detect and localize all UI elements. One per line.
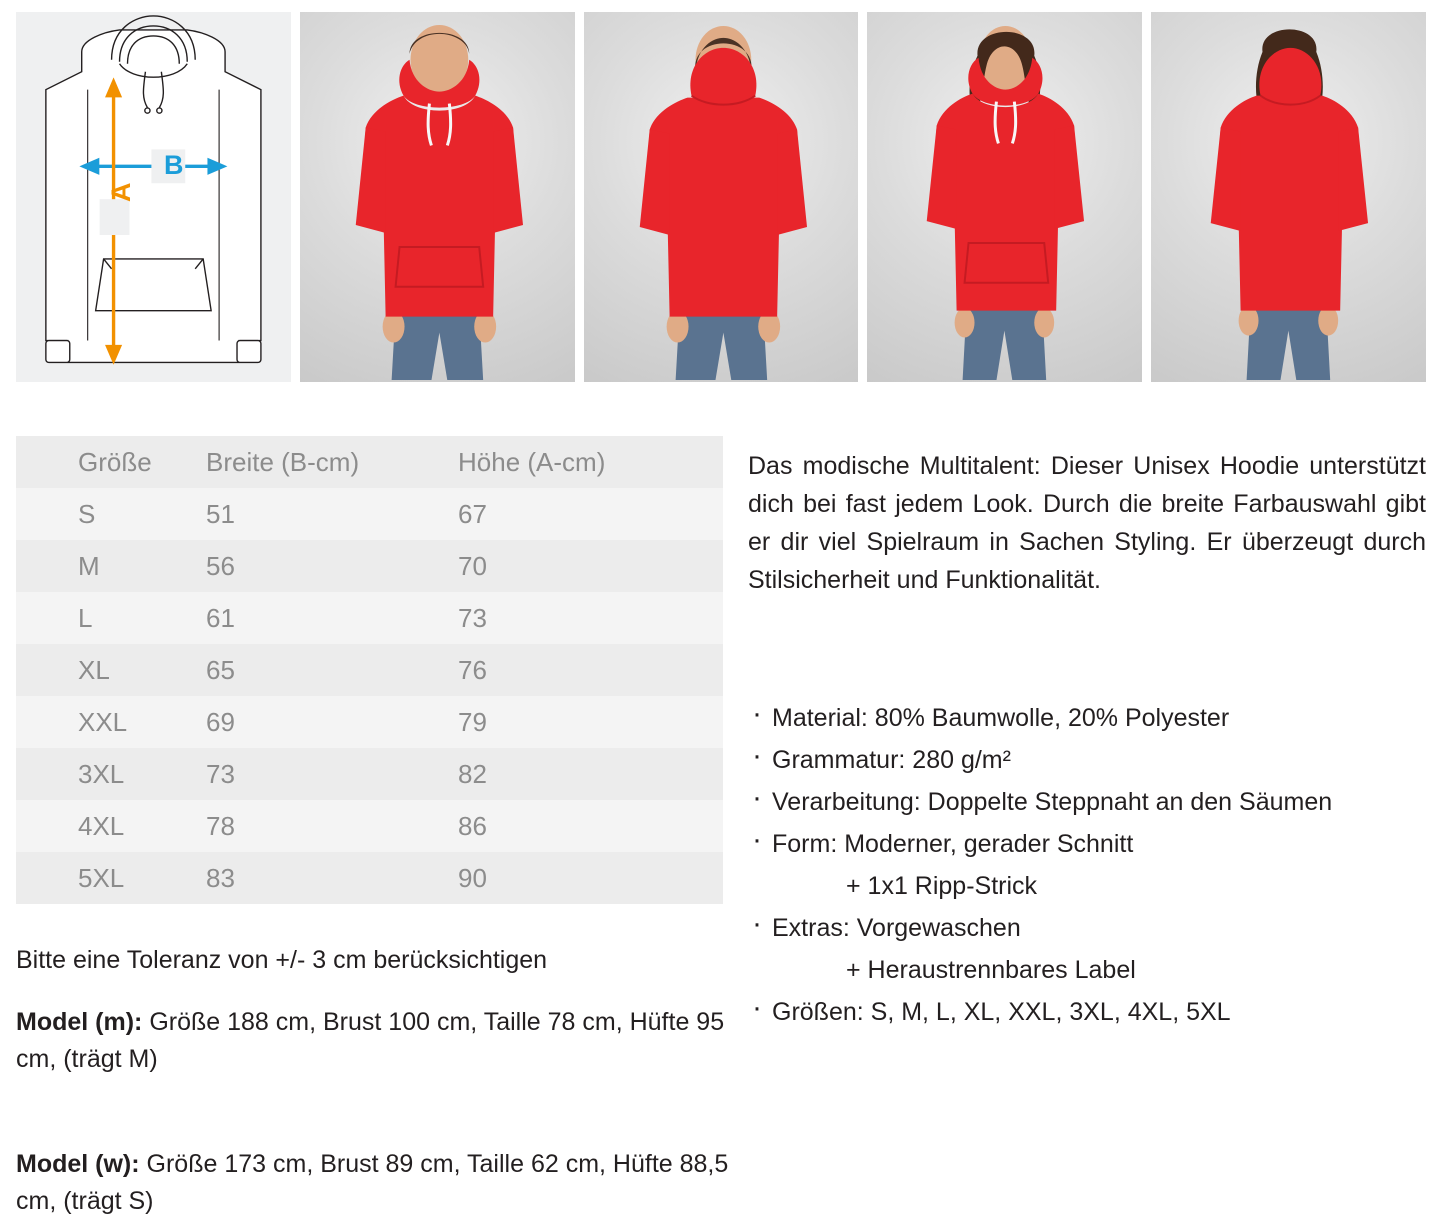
product-description: Das modische Multitalent: Dieser Unisex Hoodie unterstützt dich bei fast jedem Look. Durch die breite Farbauswahl gibt er dir viel Spielraum in Sachen Styling. Er überzeugt durch Stilsicherheit und Funktionalität. — [748, 452, 1426, 594]
photo-female-front — [867, 12, 1142, 382]
photo-female-back — [1151, 12, 1426, 382]
list-item: · Größen: S, M, L, XL, XXL, 3XL, 4XL, 5XL — [748, 991, 1438, 1033]
list-item: · Extras: Vorgewaschen — [748, 907, 1438, 949]
cell-size: XXL — [78, 706, 128, 737]
table-row — [16, 852, 723, 904]
model-female-label: Model (w): — [16, 1150, 140, 1178]
cell-width: 78 — [206, 810, 235, 841]
measurement-diagram — [16, 12, 291, 382]
cell-width: 69 — [206, 706, 235, 737]
cell-height: 67 — [458, 498, 487, 529]
table-row — [16, 644, 723, 696]
table-header-row — [16, 436, 723, 488]
cell-size: 3XL — [78, 758, 125, 789]
table-row — [16, 592, 723, 644]
tolerance-note: Bitte eine Toleranz von +/- 3 cm berücksichtigen — [16, 946, 548, 974]
cell-height: 82 — [458, 758, 487, 789]
list-item: · Form: Moderner, gerader Schnitt — [748, 823, 1438, 865]
cell-width: 83 — [206, 862, 235, 893]
column-header-height: Höhe (A-cm) — [458, 446, 606, 477]
model-female-text: Größe 173 cm, Brust 89 cm, Taille 62 cm, Hüfte 88,5 cm, (trägt S) — [16, 1150, 729, 1215]
cell-size: L — [78, 602, 93, 633]
list-item: · Grammatur: 280 g/m² — [748, 739, 1438, 781]
table-row — [16, 800, 723, 852]
cell-height: 86 — [458, 810, 487, 841]
list-item: · Material: 80% Baumwolle, 20% Polyester — [748, 697, 1438, 739]
cell-size: XL — [78, 654, 110, 685]
photo-male-front — [300, 12, 575, 382]
cell-size: M — [78, 550, 100, 581]
diagram-label-b: B — [164, 150, 184, 180]
cell-size: 5XL — [78, 862, 125, 893]
cell-height: 79 — [458, 706, 487, 737]
product-gallery — [16, 12, 1426, 382]
list-item-sub: + 1x1 Ripp-Strick — [846, 872, 1038, 900]
cell-width: 73 — [206, 758, 235, 789]
column-header-size: Größe — [78, 446, 152, 477]
cell-width: 51 — [206, 498, 235, 529]
list-item-sub: + Heraustrennbares Label — [846, 956, 1136, 984]
table-row — [16, 748, 723, 800]
cell-size: 4XL — [78, 810, 125, 841]
size-table — [16, 436, 723, 904]
cell-height: 90 — [458, 862, 487, 893]
photo-male-back — [584, 12, 859, 382]
cell-size: S — [78, 498, 96, 529]
table-row — [16, 696, 723, 748]
table-row — [16, 540, 723, 592]
model-female-info — [16, 1146, 731, 1220]
cell-width: 65 — [206, 654, 235, 685]
column-header-width: Breite (B-cm) — [206, 446, 360, 477]
cell-height: 73 — [458, 602, 487, 633]
cell-width: 61 — [206, 602, 235, 633]
cell-width: 56 — [206, 550, 235, 581]
table-row — [16, 488, 723, 540]
cell-height: 76 — [458, 654, 487, 685]
cell-height: 70 — [458, 550, 487, 581]
model-male-label: Model (m): — [16, 1008, 143, 1036]
list-item: · Verarbeitung: Doppelte Steppnaht an den Säumen — [748, 781, 1438, 823]
model-male-text: Größe 188 cm, Brust 100 cm, Taille 78 cm, Hüfte 95 cm, (trägt M) — [16, 1008, 725, 1073]
model-male-info — [16, 1004, 731, 1078]
product-features — [748, 697, 1438, 1033]
diagram-label-a: A — [106, 182, 136, 202]
